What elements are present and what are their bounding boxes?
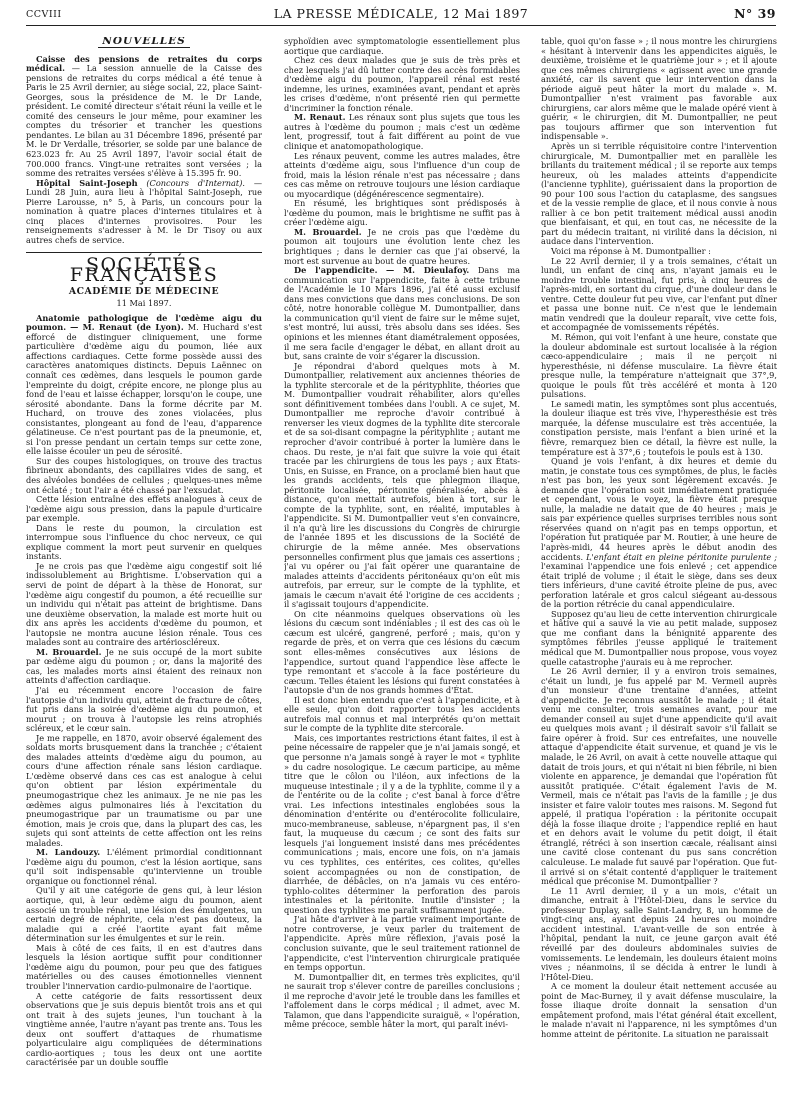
paragraph: Dans le reste du poumon, la circulation est interrompue sous l'influence du choc nerveux, ce qui explique comment la mort peut survenir en quelques instants. — [26, 522, 262, 562]
paragraph: Les rénaux peuvent, comme les autres malades, être atteints d'œdème aigu, sous l'influence d'un coup de froid, mais la lésion rénale n'est pas nécessaire ; dans ces cas même on retrouve toujours une lésion cardiaque ou myocardique (dégénérescence segmentaire). — [284, 150, 520, 199]
paragraph: J'ai hâte d'arriver à la partie vraiment importante de notre controverse, je veux parler du traitement de l'appendicite. Après mûre réflexion, j'avais posé la conclusion suivante, que le seul traitement rationnel de l'appendicite, c'est l'intervention chirurgicale pratiquée en temps opportun. — [284, 914, 520, 973]
paragraph: M. Brouardel. Je ne crois pas que l'œdème du poumon ait toujours une évolution lente chez les brightiques ; dans le dernier cas que j'ai observé, la mort est survenue au bout de quatre heures. — [284, 226, 520, 266]
paragraph: Après un si terrible réquisitoire contre l'intervention chirurgicale, M. Dumontpallier met en parallèle les brillants du traitement médical ; il se reporte aux temps heureux, où les malades atteints d'appendicite (l'ancienne typhlite), guérissaient dans la proportion de 90 pour 100 sous l'action du cataplasme, des sangsues et de la vessie remplie de glace, et il nous convie à nous rallier à ce bon petit traitement médical aussi anodin que bienfaisant, et qui, en tout cas, ne nécessite de la part du médecin traitant, ni virilité dans la décision, ni audace dans l'intervention. — [541, 141, 777, 247]
paragraph: Supposez qu'au lieu de cette intervention chirurgicale et hâtive qui a sauvé la vie au petit malade, supposez que me confiant dans la bénignité apparente des symptômes fébriles j'eusse appliqué le traitement médical que M. Dumontpallier nous propose, vous voyez quelle catastrophe j'aurais eu à me reprocher. — [541, 608, 777, 667]
header-rule — [26, 25, 776, 26]
paragraph: Il est donc bien entendu que c'est à l'appendicite, et à elle seule, qu'on doit rapporter tous les accidents autrefois mal connus et mal interprétés qu'on mettait sur le compte de la typhlite dite stercorale. — [284, 694, 520, 734]
paragraph: Mais à côté de ces faits, il en est d'autres dans lesquels la lésion aortique suffit pour conditionner l'œdème aigu du poumon, pour peu que des fatigues matérielles ou des causes émotionnelles viennent troubler l'innervation cardio-pulmonaire de l'aortique. — [26, 942, 262, 991]
paragraph: Chez ces deux malades que je suis de très près et chez lesquels j'ai dû lutter contre des accès formidables d'œdème aigu du poumon, l'appareil rénal est resté indemne, les urines, examinées avant, pendant et après les crises d'œdème, n'ont présenté rien qui permette d'incriminer la fonction rénale. — [284, 55, 520, 113]
paragraph: Le samedi matin, les symptômes sont plus accentués, la douleur iliaque est très vive, l'hyperesthésie est très marquée, la défense musculaire est très accentuée, la constipation persiste, mais l'enfant a bien uriné et la fièvre, remarquez bien ce détail, la fièvre est nulle, la température est à 37°,6 ; toutefois le pouls est à 130. — [541, 398, 777, 457]
column-1 — [26, 37, 262, 1112]
paragraph: M. Dumontpallier dit, en termes très explicites, qu'il ne saurait trop s'élever contre de pareilles conclusions ; il me reproche d'avoir jeté le trouble dans les familles et l'affolement dans le corps médical ; il admet, avec M. Talamon, que dans l'appendicite suraiguë, « l'opération, même précoce, semble hâter la mort, qui paraît inévi- — [284, 971, 520, 1030]
paragraph: M. Rémon, qui voit l'enfant à une heure, constate que la douleur abdominale est surtout localisée à la région cæco-appendiculaire ; mais il ne perçoit ni hyperesthésie, ni défense musculaire. La fièvre était presque nulle, la température n'atteignait que 37°,9, quoique le pouls fût très accéléré et monta à 120 pulsations. — [541, 331, 777, 400]
paragraph: Qu'il y ait une catégorie de gens qui, à leur lésion aortique, qui, à leur œdème aigu du poumon, aient associé un trouble rénal, une lésion des émulgentes, un certain degré de néphrite, cela n'est pas douteux, la maladie qui a créé l'aortite ayant fait même détermination sur les émulgentes et sur le rein. — [26, 885, 262, 944]
issue-number: N° 39 — [734, 6, 776, 21]
paragraph: Cette lésion entraîne des effets analogues à ceux de l'œdème aigu sous pression, dans la papule d'urticaire par exemple. — [26, 494, 262, 524]
column-2 — [284, 37, 520, 1112]
paragraph: On cite néanmoins quelques observations où les lésions du cæcum sont indéniables ; il est des cas où le cæcum est ulcéré, gangrené, perforé ; mais, qu'on y regarde de près, et on verra que ces lésions du cæcum sont elles-mêmes consécutives aux lésions de l'appendice, surtout quand l'appendice lèse affecte le type remontant et s'accole à la face postérieure du cæcum. Telles étaient les lésions qui furent constatées à l'autopsie d'un de nos grands hommes d'État. — [284, 608, 520, 696]
paragraph: A ce moment la douleur était nettement accusée au point de Mac-Burney, il y avait défense musculaire, la fosse iliaque droite donnait la sensation d'un empâtement profond, mais l'état général était excellent, le malade n'avait ni l'apparence, ni les symptômes d'un homme atteint de péritonite. La situation ne paraissait — [541, 981, 777, 1039]
paragraph: A cette catégorie de faits ressortissent deux observations que je suis depuis bientôt trois ans et qui ont trait à des sujets jeunes, l'un touchant à la vingtième année, l'autre n'ayant pas trente ans. Tous les deux ont souffert d'attaques de rhumatisme polyarticulaire aigu compliquées de déterminations cardio-aortiques ; tous les deux ont une aortite caractérisée par un double souffle — [26, 990, 262, 1068]
article-anatomie: Anatomie pathologique de l'œdème aigu du poumon. — M. Renaut (de Lyon). M. Huchard s'est efforcé de distinguer cliniquement, une forme particulière d'œdème aigu du poumon, liée aux affections cardiaques. Cette forme possède aussi des caractères anatomiques distincts. Depuis Laënnec on connaît ces œdèmes, dans lesquels le poumon garde l'empreinte du doigt, crépite encore, ne plonge plus au fond de l'eau et laisse échapper, lorsqu'on le coupe, une sérosité abondante. Dans la forme décrite par M. Huchard, on trouve des zones violacées, plus consistantes, plongeant au fond de l'eau, d'apparence gélatineuse. Ce n'est pourtant pas de la pneumonie, et, si l'on presse pendant un certain temps sur cette zone, elle laisse écouler un peu de sérosité. — [26, 312, 262, 457]
paragraph: Je me rappelle, en 1870, avoir observé également des soldats morts brusquement dans la tranchée ; c'étaient des malades atteints d'œdème aigu du poumon, au cours d'une affection rénale sans lésion cardiaque. L'œdème observé dans ces cas est analogue à celui qu'on obtient par lésion expérimentale du pneumogastrique chez les animaux. Je ne nie pas les œdèmes aigus pulmonaires liés à l'excitation du pneumogastrique par un traumatisme ou par une émotion, mais je crois que, dans la plupart des cas, les sujets qui sont atteints de cette affection ont les reins malades. — [26, 732, 262, 848]
paragraph: Le 26 Avril dernier, il y a environ trois semaines, c'était un lundi, je fus appelé par M. Vermeil auprès d'un monsieur d'une trentaine d'années, atteint d'appendicite. Je reconnus aussitôt le malade ; il était venu me consulter, trois semaines avant, pour me demander conseil au sujet d'une appendicite qu'il avait eu quelques mois avant ; il désirait savoir s'il fallait se faire opérer à froid. Sur ces entrefaites, une nouvelle attaque d'appendicite était survenue, et quand je vis le malade, le 26 Avril, on avait à cette nouvelle attaque qui datait de trois jours, et qui n'était ni bien fébrile, ni bien violente en apparence, je demandai que l'opération fût aussitôt pratiquée. C'était également l'avis de M. Vermeil, mais ce n'était pas l'avis de la famille ; je dus insister et faire valoir toutes mes raisons. M. Segond fut appelé, il pratiqua l'opération : la péritonite occupait déjà la fosse iliaque droite ; l'appendice replié en haut et en dehors avait le volume du petit doigt, il était étranglé, rétréci à son insertion cæcale, réalisant ainsi une cavité close contenant du pus sans concrétion calculeuse. Le malade fut sauvé par l'opération. Que fut-il arrivé si on s'était contenté d'appliquer le traitement médical que préconise M. Dumontpallier ? — [541, 666, 777, 887]
article-appendicite: De l'appendicite. — M. Dieulafoy. Dans ma communication sur l'appendicite, faite à cette tribune de l'Académie le 10 Mars 1896, j'ai été aussi exclusif dans mes convictions que dans mes conclusions. De son côté, notre honorable collègue M. Dumontpallier, dans la communication qu'il vient de faire sur le même sujet, s'est montré, lui aussi, très absolu dans ses idées. Ses opinions et les miennes étant diamétralement opposées, il me sera facile d'engager le débat, en allant droit au but, sans crainte de voir s'égarer la discussion. — [284, 265, 520, 362]
section-nouvelles: NOUVELLES — [26, 37, 262, 47]
paragraph: M. Landouzy. L'élément primordial conditionnant l'œdème aigu du poumon, c'est la lésion aortique, sans qu'il soit indispensable qu'intervienne un trouble organique ou fonctionnel rénal. — [26, 847, 262, 886]
paragraph: Voici ma réponse à M. Dumontpallier : — [551, 246, 711, 257]
column-3 — [541, 37, 777, 1112]
paragraph: Le 22 Avril dernier, il y a trois semaines, c'était un lundi, un enfant de cinq ans, n'ayant jamais eu le moindre trouble intestinal, fut pris, à cinq heures de l'après-midi, en sortant du cirque, d'une douleur dans le ventre. Cette douleur fut peu vive, car l'enfant put dîner et passa une bonne nuit. Ce n'est que le lendemain matin vendredi que la douleur reparaît, vive cette fois, et accompagnée de vomissements répétés. — [541, 255, 777, 333]
paragraph: M. Renaut. Les rénaux sont plus sujets que tous les autres à l'œdème du poumon ; mais c'est un œdème lent, progressif, tout à fait différent au point de vue clinique et anatomopathologique. — [284, 112, 520, 152]
paragraph: Je ne crois pas que l'œdème aigu congestif soit lié indissolublement au Brightisme. L'observation qui a servi de point de départ à la thèse de Honorat, sur l'œdème aigu congestif du poumon, a été recueillie sur un individu qui n'était pas atteint de brightisme. Dans une deuxième observation, la malade est morte huit ou dix ans après les accidents d'œdème du poumon, et l'autopsie ne montra aucune lésion rénale. Tous ces malades sont au contraire des artérioscléreux. — [26, 560, 262, 648]
paragraph: Quand je vois l'enfant, à dix heures et demie du matin, je constate tous ces symptômes, de plus, le faciès n'est pas bon, les yeux sont légèrement excavés. Je demande que l'opération soit immédiatement pratiquée et cependant, vous le voyez, la fièvre était presque nulle, la maladie ne datait que de 40 heures ; mais je sais par expérience quelles surprises terribles nous sont réservées quand on n'agit pas en temps opportun, et l'opération fut pratiquée par M. Routier, à une heure de l'après-midi, 44 heures après le début anodin des accidents. L'enfant était en pleine péritonite purulente ; l'examinai l'appendice une fois enlevé ; cet appendice était triplé de volume ; il était le siège, dans ses deux tiers inférieurs, d'une cavité étroite pleine de pus, avec perforation latérale et gros calcul siégeant au-dessous de la portion rétrécie du canal appendiculaire. — [541, 456, 777, 610]
academie-heading: ACADÉMIE DE MÉDECINE — [68, 285, 220, 297]
news-caisse: Caisse des pensions de retraites du corps médical. — La session annuelle de la Caisse des pensions de retraites du corps médical a été tenue à Paris le 25 Avril dernier, au siège social, 22, place Saint-Georges, sous la présidence de M. le Dr Lande, président. Le comité directeur s'était réuni la veille et le comité des censeurs le jour même, pour examiner les comptes du trésorier et trancher les questions pendantes. Le bilan au 31 Décembre 1896, présenté par M. le Dr Verdalle, trésorier, se solde par une balance de 623.023 fr. Au 25 Avril 1897, l'avoir social était de 700.000 francs. Vingt-une retraites sont versées ; la somme des retraites versées s'élève à 15.395 fr. 90. — [26, 53, 262, 179]
paragraph: J'ai eu récemment encore l'occasion de faire l'autopsie d'un individu qui, atteint de fracture de côtes, fut pris dans la soirée d'œdème aigu du poumon, et mourut ; on trouva à l'autopsie les reins atrophiés scléreux, et le cœur sain. — [26, 685, 262, 734]
news-hopital: Hôpital Saint-Joseph (Concours d'Internat). — Lundi 28 Juin, aura lieu à l'hôpital Saint-Joseph, rue Pierre Larousse, n° 5, à Paris, un concours pour la nomination à quatre places d'internes titulaires et à cinq places d'internes provisoires. Pour les renseignements s'adresser à M. le Dr Tisoy ou aux autres chefs de service. — [26, 177, 262, 245]
paragraph: syphoïdien avec symptomatologie essentiellement plus aortique que cardiaque. — [284, 37, 520, 56]
paragraph: Le 11 Avril dernier, il y a un mois, c'était un dimanche, entrait à l'Hôtel-Dieu, dans le service du professeur Duplay, salle Saint-Landry, 8, un homme de vingt-cinq ans, ayant depuis 24 heures ou moindre accident intestinal. L'avant-veille de son entrée à l'hôpital, pendant la nuit, ce jeune garçon avait été réveillé par des douleurs abdominales suivies de vomissements. Le lendemain, les douleurs étaient moins vives ; néanmoins, il se décida à entrer le lundi à l'Hôtel-Dieu. — [541, 885, 777, 982]
paragraph: table, quoi qu'on fasse » ; il nous montre les chirurgiens « hésitant à intervenir dans les appendicites aiguës, le deuxième, troisième et le quatrième jour » ; et il ajoute que ces mêmes chirurgiens « agissent avec une grande anxiété, car ils savent que leur intervention dans la période aiguë peut hâter la mort du malade ». M. Dumontpallier n'est vraiment pas favorable aux chirurgiens, car alors même que le malade opéré vient à guérir, « le chirurgien, dit M. Dumontpallier, ne peut pas toujours affirmer que son intervention fut indispensable ». — [541, 37, 777, 142]
paragraph: En résumé, les brightiques sont prédisposés à l'œdème du poumon, mais le brightisme ne suffit pas à créer l'œdème aigu. — [284, 198, 520, 228]
page-header — [26, 5, 776, 23]
paragraph: M. Brouardel. Je ne suis occupé de la mort subite par œdème aigu du poumon ; or, dans la majorité des cas, les malades morts ainsi étaient des reinaux non atteints d'affection cardiaque. — [26, 646, 262, 686]
paragraph: Sur des coupes histologiques, on trouve des tractus fibrineux abondants, des capillaires vides de sang, et des alvéoles bondées de cellules ; quelques-unes même ont éclaté ; tout l'air a été chassé par l'exsudat. — [26, 455, 262, 495]
paragraph: Je répondrai d'abord quelques mots à M. Dumontpallier, relativement aux anciennes théories de la typhlite stercorale et de la pérityphlite, théories que M. Dumontpallier voudrait réhabiliter, alors qu'elles sont définitivement tombées dans l'oubli. A ce sujet, M. Dumontpallier me reproche d'avoir contribué à renverser les vieux dogmes de la typhlite dite stercorale et de sa soi-disant compagne la pérityphlite ; autant me reprocher d'avoir contribué à porter la lumière dans le chaos. Du reste, je n'ai fait que suivre la voie qui était tracée par les chirurgiens de tous les pays ; aux États-Unis, en Suisse, en France, on a proclamé bien haut que les grands accidents, tels que phlegmon iliaque, péritonite localisée, péritonite généralisée, abcès à distance, qu'on mettait autrefois, bien à tort, sur le compte de la typhlite, sont, en réalité, imputables à l'appendicite. Si M. Dumontpallier veut s'en convaincre, il n'a qu'à lire les discussions du Congrès de chirurgie de l'année 1895 et les discussions de la Société de chirurgie de la même année. Mes observations personnelles confirment plus que jamais ces assertions ; j'ai vu opérer ou j'ai fait opérer une quarantaine de malades atteints d'accidents péritonéaux qu'on eût mis autrefois, par erreur, sur le compte de la typhlite, et jamais le cæcum n'avait été l'origine de ces accidents ; il s'agissait toujours d'appendicite. — [284, 360, 520, 610]
page-number: CCVIII — [26, 9, 62, 20]
section-societes: SOCIÉTÉS FRANÇAISES — [69, 254, 219, 287]
paragraph: Mais, ces importantes restrictions étant faites, il est à peine nécessaire de rappeler que je n'ai jamais songé, et que personne n'a jamais songé à rayer le mot « typhlite » du cadre nosologique. Le cæcum participe, au même titre que le côlon ou l'iléon, aux infections de la muqueuse intestinale ; il y a de la typhlite, comme il y a de l'entérite ou de la colite ; c'est banal à force d'être vrai. Les infections intestinales englobées sous la dénomination d'entérite ou d'entérocolite folliculaire, muco-membraneuse, sableuse, n'épargnent pas, il s'en faut, la muqueuse du cæcum ; ce sont des faits sur lesquels j'ai longuement insisté dans mes précédentes communications ; mais, encore une fois, on n'a jamais vu ces typhlites, ces entérites, ces colites, qu'elles soient accompagnées ou non de constipation, de diarrhée, de débâcles, on n'a jamais vu ces entéro-typhlo-colites déterminer la perforation des parois intestinales et la péritonite. Inutile d'insister ; la question des typhlites me paraît suffisamment jugée. — [284, 732, 520, 915]
journal-title: LA PRESSE MÉDICALE, 12 Mai 1897 — [273, 6, 529, 21]
session-date: 11 Mai 1897. — [116, 298, 172, 309]
